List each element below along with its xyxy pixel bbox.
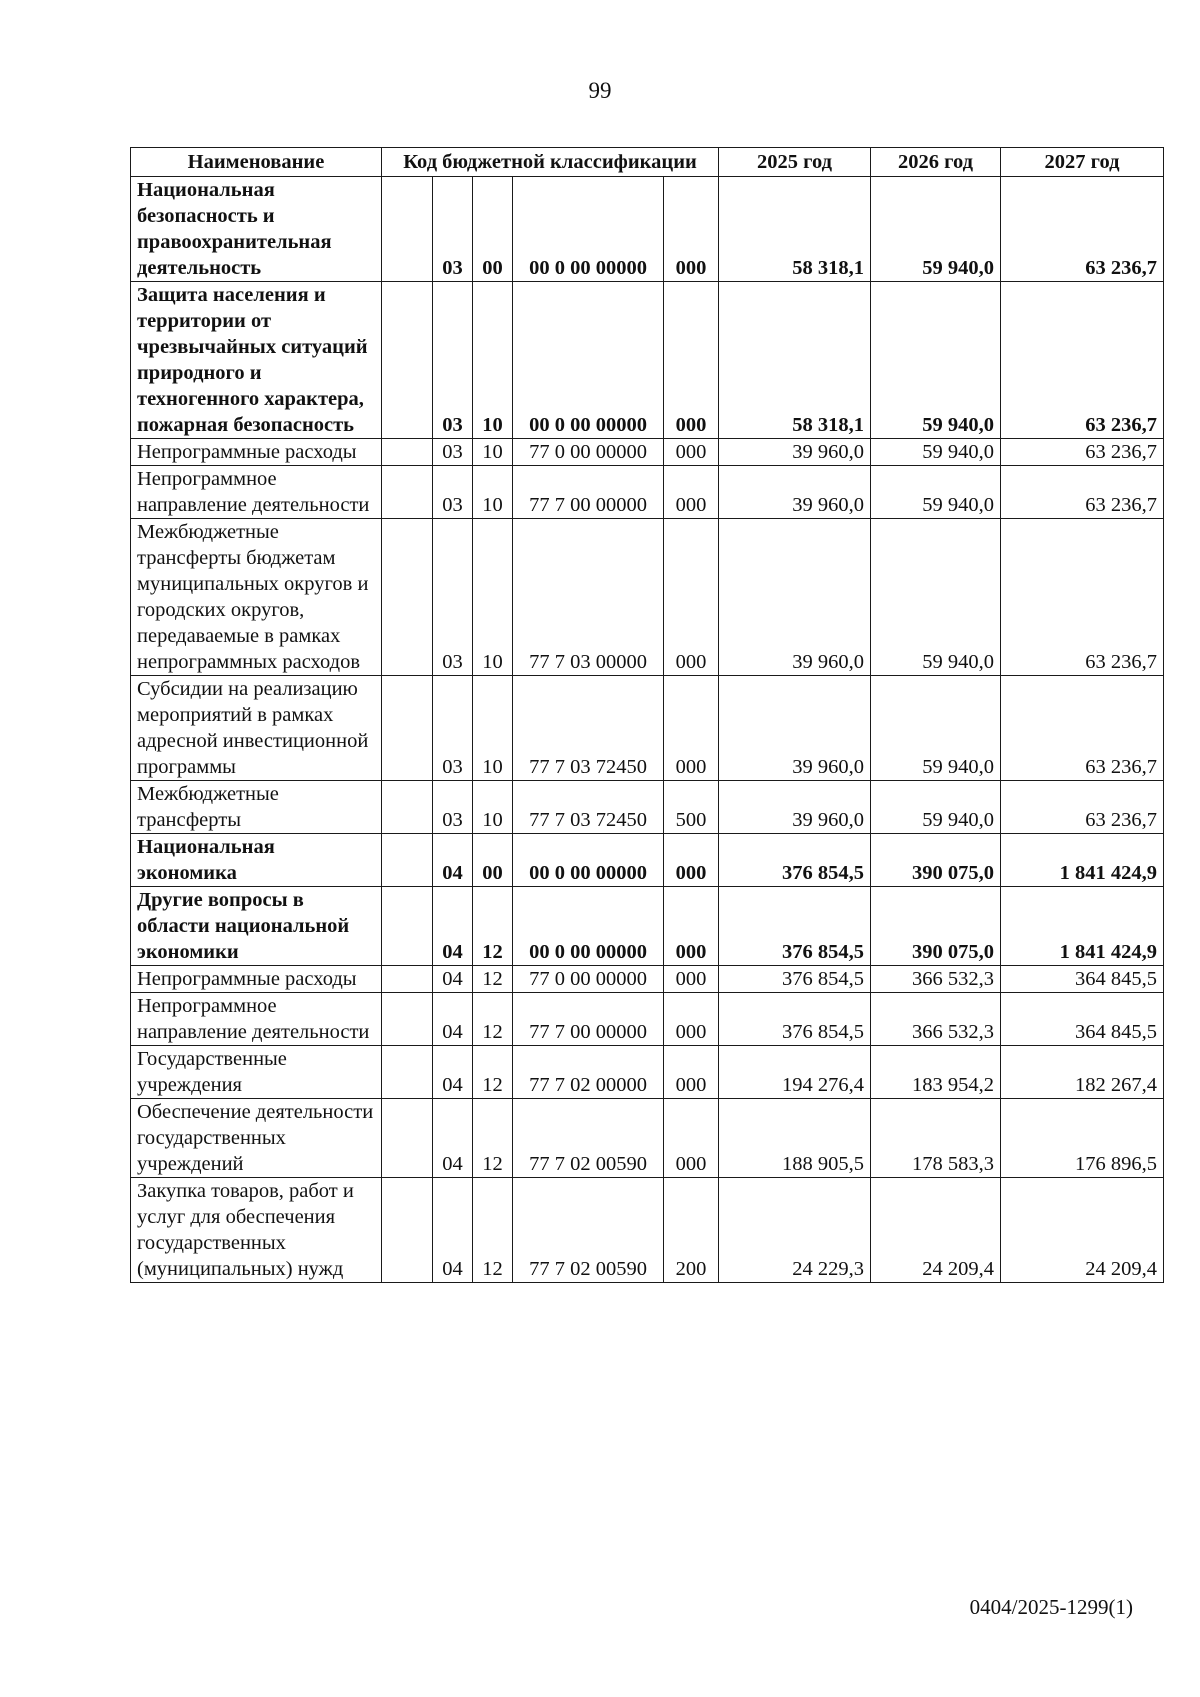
row-expense-type-code: 000 [664, 834, 719, 887]
row-expense-type-code: 000 [664, 993, 719, 1046]
row-blank [382, 834, 433, 887]
row-value-2025: 194 276,4 [719, 1046, 871, 1099]
row-name: Закупка товаров, работ и услуг для обеспечения государственных (муниципальных) нужд [131, 1178, 382, 1283]
row-name: Другие вопросы в области национальной экономики [131, 887, 382, 966]
row-value-2026: 59 940,0 [871, 676, 1001, 781]
row-blank [382, 466, 433, 519]
table-row [131, 1099, 1164, 1178]
row-blank [382, 887, 433, 966]
row-subsection-code: 12 [473, 887, 513, 966]
row-value-2027: 364 845,5 [1001, 966, 1164, 993]
row-value-2027: 63 236,7 [1001, 439, 1164, 466]
row-name: Защита населения и территории от чрезвычайных ситуаций природного и техногенного характера, пожарная безопасность [131, 282, 382, 439]
row-name: Национальная безопасность и правоохранительная деятельность [131, 177, 382, 282]
row-subsection-code: 10 [473, 466, 513, 519]
row-value-2027: 1 841 424,9 [1001, 887, 1164, 966]
table-row [131, 966, 1164, 993]
document-code: 0404/2025-1299(1) [969, 1595, 1133, 1619]
row-subsection-code: 12 [473, 1178, 513, 1283]
table-row [131, 439, 1164, 466]
row-value-2026: 183 954,2 [871, 1046, 1001, 1099]
row-value-2027: 63 236,7 [1001, 781, 1164, 834]
row-section-code: 04 [433, 887, 473, 966]
row-target-article-code: 00 0 00 00000 [513, 834, 664, 887]
row-expense-type-code: 000 [664, 887, 719, 966]
row-section-code: 04 [433, 993, 473, 1046]
row-value-2025: 58 318,1 [719, 282, 871, 439]
row-value-2027: 63 236,7 [1001, 177, 1164, 282]
row-blank [382, 439, 433, 466]
row-value-2027: 364 845,5 [1001, 993, 1164, 1046]
row-target-article-code: 77 7 02 00590 [513, 1099, 664, 1178]
row-blank [382, 1046, 433, 1099]
row-target-article-code: 77 7 02 00590 [513, 1178, 664, 1283]
header-name: Наименование [131, 148, 382, 177]
row-blank [382, 519, 433, 676]
row-value-2026: 59 940,0 [871, 781, 1001, 834]
row-subsection-code: 12 [473, 993, 513, 1046]
row-subsection-code: 12 [473, 1046, 513, 1099]
row-name: Национальная экономика [131, 834, 382, 887]
row-value-2027: 176 896,5 [1001, 1099, 1164, 1178]
row-section-code: 03 [433, 466, 473, 519]
page-number: 99 [588, 78, 612, 103]
row-name: Обеспечение деятельности государственных учреждений [131, 1099, 382, 1178]
row-value-2025: 376 854,5 [719, 887, 871, 966]
row-value-2027: 63 236,7 [1001, 282, 1164, 439]
row-target-article-code: 77 7 00 00000 [513, 993, 664, 1046]
row-value-2026: 366 532,3 [871, 993, 1001, 1046]
row-value-2025: 376 854,5 [719, 834, 871, 887]
row-expense-type-code: 000 [664, 966, 719, 993]
table-row [131, 519, 1164, 676]
row-expense-type-code: 000 [664, 519, 719, 676]
row-name: Государственные учреждения [131, 1046, 382, 1099]
row-value-2027: 63 236,7 [1001, 676, 1164, 781]
header-2027: 2027 год [1001, 148, 1164, 177]
row-value-2026: 59 940,0 [871, 466, 1001, 519]
row-expense-type-code: 000 [664, 466, 719, 519]
row-target-article-code: 00 0 00 00000 [513, 177, 664, 282]
row-blank [382, 177, 433, 282]
row-value-2027: 24 209,4 [1001, 1178, 1164, 1283]
row-value-2025: 376 854,5 [719, 966, 871, 993]
row-expense-type-code: 500 [664, 781, 719, 834]
row-value-2026: 366 532,3 [871, 966, 1001, 993]
row-blank [382, 282, 433, 439]
row-name: Непрограммные расходы [131, 439, 382, 466]
row-section-code: 04 [433, 966, 473, 993]
row-value-2026: 59 940,0 [871, 519, 1001, 676]
table-row [131, 834, 1164, 887]
header-2025: 2025 год [719, 148, 871, 177]
row-value-2027: 63 236,7 [1001, 519, 1164, 676]
row-expense-type-code: 000 [664, 177, 719, 282]
row-value-2026: 24 209,4 [871, 1178, 1001, 1283]
row-name: Непрограммное направление деятельности [131, 993, 382, 1046]
row-value-2025: 39 960,0 [719, 519, 871, 676]
row-subsection-code: 00 [473, 834, 513, 887]
row-value-2025: 39 960,0 [719, 676, 871, 781]
row-target-article-code: 00 0 00 00000 [513, 887, 664, 966]
row-target-article-code: 77 7 00 00000 [513, 466, 664, 519]
row-blank [382, 1178, 433, 1283]
row-value-2026: 59 940,0 [871, 439, 1001, 466]
row-target-article-code: 77 0 00 00000 [513, 966, 664, 993]
row-value-2026: 59 940,0 [871, 177, 1001, 282]
table-row [131, 1046, 1164, 1099]
table-row [131, 466, 1164, 519]
row-value-2025: 376 854,5 [719, 993, 871, 1046]
row-name: Непрограммные расходы [131, 966, 382, 993]
row-value-2026: 178 583,3 [871, 1099, 1001, 1178]
budget-table [130, 147, 1164, 1283]
row-section-code: 03 [433, 676, 473, 781]
row-section-code: 04 [433, 1046, 473, 1099]
row-subsection-code: 10 [473, 781, 513, 834]
row-blank [382, 781, 433, 834]
row-value-2026: 390 075,0 [871, 887, 1001, 966]
row-subsection-code: 10 [473, 676, 513, 781]
row-section-code: 03 [433, 781, 473, 834]
row-expense-type-code: 000 [664, 1099, 719, 1178]
row-subsection-code: 12 [473, 966, 513, 993]
row-section-code: 03 [433, 282, 473, 439]
row-subsection-code: 00 [473, 177, 513, 282]
row-value-2025: 188 905,5 [719, 1099, 871, 1178]
header-row [131, 148, 1164, 177]
header-2026: 2026 год [871, 148, 1001, 177]
table-row [131, 676, 1164, 781]
row-blank [382, 676, 433, 781]
row-expense-type-code: 200 [664, 1178, 719, 1283]
table-row [131, 887, 1164, 966]
row-value-2025: 24 229,3 [719, 1178, 871, 1283]
table-row [131, 993, 1164, 1046]
table-body [131, 177, 1164, 1283]
row-target-article-code: 77 7 03 00000 [513, 519, 664, 676]
row-value-2027: 182 267,4 [1001, 1046, 1164, 1099]
row-section-code: 04 [433, 834, 473, 887]
row-value-2025: 39 960,0 [719, 781, 871, 834]
table-row [131, 177, 1164, 282]
row-target-article-code: 77 7 02 00000 [513, 1046, 664, 1099]
row-target-article-code: 77 7 03 72450 [513, 781, 664, 834]
row-name: Межбюджетные трансферты [131, 781, 382, 834]
row-blank [382, 966, 433, 993]
row-value-2025: 39 960,0 [719, 466, 871, 519]
table-row [131, 282, 1164, 439]
row-subsection-code: 10 [473, 282, 513, 439]
header-code: Код бюджетной классификации [382, 148, 719, 177]
row-section-code: 03 [433, 519, 473, 676]
row-value-2025: 39 960,0 [719, 439, 871, 466]
row-subsection-code: 10 [473, 519, 513, 676]
row-subsection-code: 12 [473, 1099, 513, 1178]
row-name: Межбюджетные трансферты бюджетам муниципальных округов и городских округов, передаваемые в рамках непрограммных расходов [131, 519, 382, 676]
table-row [131, 781, 1164, 834]
row-target-article-code: 77 7 03 72450 [513, 676, 664, 781]
row-section-code: 03 [433, 177, 473, 282]
row-target-article-code: 77 0 00 00000 [513, 439, 664, 466]
row-value-2025: 58 318,1 [719, 177, 871, 282]
row-value-2026: 390 075,0 [871, 834, 1001, 887]
row-name: Субсидии на реализацию мероприятий в рамках адресной инвестиционной программы [131, 676, 382, 781]
row-value-2026: 59 940,0 [871, 282, 1001, 439]
row-expense-type-code: 000 [664, 439, 719, 466]
row-section-code: 04 [433, 1099, 473, 1178]
row-blank [382, 993, 433, 1046]
row-subsection-code: 10 [473, 439, 513, 466]
row-expense-type-code: 000 [664, 676, 719, 781]
row-blank [382, 1099, 433, 1178]
row-target-article-code: 00 0 00 00000 [513, 282, 664, 439]
row-value-2027: 63 236,7 [1001, 466, 1164, 519]
row-section-code: 03 [433, 439, 473, 466]
row-section-code: 04 [433, 1178, 473, 1283]
row-value-2027: 1 841 424,9 [1001, 834, 1164, 887]
table-row [131, 1178, 1164, 1283]
row-expense-type-code: 000 [664, 1046, 719, 1099]
row-name: Непрограммное направление деятельности [131, 466, 382, 519]
row-expense-type-code: 000 [664, 282, 719, 439]
